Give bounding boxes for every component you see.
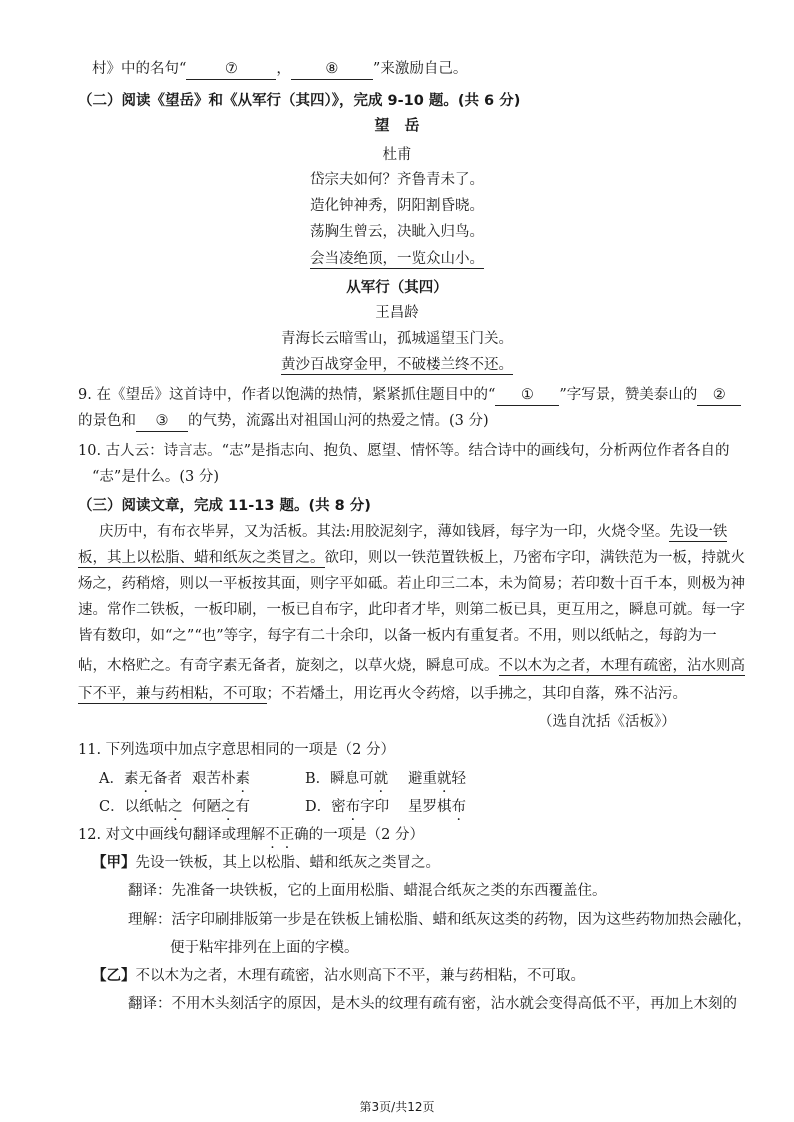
- option-b-word1-pre: 瞬息可: [330, 771, 374, 787]
- passage-line-3: 炀之，药稍熔，则以一平板按其面，则字平如砥。若止印三二本，未为简易；若印数十百千本，则极为神: [78, 576, 745, 592]
- passage-line-5: 皆有数印，如“之”“也”等字，每字有二十余印，以备一板内有重复者。不用，则以纸帖之，每韵为一: [78, 628, 717, 644]
- poem1-line-3: 荡胸生曾云，决眦入归鸟。: [310, 224, 484, 240]
- passage-l7a-underlined: 下不平，兼与药相粘，不可取: [78, 686, 267, 702]
- option-c-word1-pre: 以纸帖: [124, 799, 169, 815]
- q11-option-d-second: [408, 797, 466, 817]
- option-c-word2-post: 有: [235, 799, 250, 815]
- passage-l7b: ；不若燔土，用讫再火令药熔，以手拂之，其印自落，殊不沾污。: [266, 686, 687, 702]
- poem1-line-4-underlined: 会当凌绝顶，一览众山小。: [310, 251, 484, 267]
- passage-l2a-underlined: 板，其上以松脂、蜡和纸灰之类冒之。: [78, 550, 325, 566]
- passage-l6b-underlined: 不以木为之者，木理有疏密，沾水则高: [498, 658, 745, 674]
- option-b-word2-dotted: 就: [437, 771, 452, 787]
- option-c-word2-dotted: 之: [221, 799, 236, 815]
- blank-3[interactable]: ③: [136, 411, 188, 432]
- q10-line-1: 10. 古人云：诗言志。“志”是指志向、抱负、愿望、情怀等。结合诗中的画线句，分析两位作者各自的: [78, 443, 730, 459]
- poem2-line-2: [0, 355, 794, 375]
- q12-jia-understanding-2: 便于粘牢排列在上面的字模。: [170, 940, 359, 956]
- page-footer: 第3页/共12页: [359, 1100, 435, 1114]
- q12-jia-understanding-1: 理解：活字印刷排版第一步是在铁板上铺松脂、蜡和纸灰这类的药物，因为这些药物加热会融化，: [128, 912, 752, 928]
- blank-8[interactable]: ⑧: [291, 59, 373, 80]
- poem1-title: 望 岳: [374, 116, 420, 134]
- q8-comma: ，: [276, 61, 291, 77]
- q11-option-b-second: [408, 769, 466, 789]
- blank-1[interactable]: ①: [495, 385, 559, 406]
- q11-option-c[interactable]: [99, 797, 183, 817]
- q11-option-d[interactable]: [305, 797, 389, 817]
- yi-label: 【乙】: [92, 968, 136, 984]
- option-a-label: A．: [99, 771, 124, 787]
- q11-option-a[interactable]: [99, 769, 182, 789]
- q11-option-a-second: [192, 769, 250, 789]
- option-d-word1-pre: 密: [331, 799, 346, 815]
- section-3-heading: （三）阅读文章，完成 11-13 题。(共 8 分): [78, 498, 371, 514]
- q12-stem-b: 的一项是（2 分）: [308, 827, 425, 843]
- poem1-line-2: 造化钟神秀，阴阳割昏晓。: [310, 198, 484, 214]
- q12-jia: [92, 853, 440, 873]
- poem1-line-4: [0, 249, 794, 269]
- q8-tail-line: [92, 59, 467, 80]
- q11-stem: 11. 下列选项中加点字意思相同的一项是（2 分）: [78, 742, 396, 758]
- option-b-label: B．: [305, 771, 331, 787]
- option-c-word1-dotted: 之: [168, 799, 183, 815]
- option-d-word1-dotted: 布: [345, 799, 361, 815]
- q12-stem-a: 12. 对文中画线句翻译或理解: [78, 827, 266, 843]
- passage-line-7: [78, 684, 687, 704]
- q12-yi-translation: 翻译：不用木头刻活字的原因，是木头的纹理有疏有密，沾水就会变得高低不平，再加上木刻的: [128, 996, 737, 1012]
- blank-2[interactable]: ②: [697, 385, 741, 406]
- q12-jia-translation: 翻译：先准备一块铁板，它的上面用松脂、蜡混合纸灰之类的东西覆盖住。: [128, 883, 607, 899]
- blank-7[interactable]: ⑦: [186, 59, 276, 80]
- option-b-word2-pre: 避重: [408, 771, 437, 787]
- passage-l2b: 欲印，则以一铁范置铁板上，乃密布字印，满铁范为一板，持就火: [324, 550, 745, 566]
- passage-line-2: [78, 548, 745, 568]
- q12-stem-dotted-2: 正: [279, 827, 295, 843]
- passage-line-6: [78, 656, 745, 676]
- option-a-word2-pre: 艰苦朴: [192, 771, 236, 787]
- q11-option-b[interactable]: [305, 769, 388, 789]
- poem1-line-1: 岱宗夫如何？齐鲁青未了。: [310, 172, 484, 188]
- option-a-word1-dotted: 无: [138, 771, 153, 787]
- q9-line-1: [78, 385, 741, 406]
- option-d-label: D．: [305, 799, 332, 815]
- option-c-label: C．: [99, 799, 125, 815]
- option-d-word2-pre: 星罗棋: [408, 799, 452, 815]
- q9-text-a: 9. 在《望岳》这首诗中，作者以饱满的热情，紧紧抓住题目中的“: [78, 387, 496, 403]
- jia-label: 【甲】: [92, 855, 136, 871]
- option-d-word2-dotted: 布: [451, 799, 466, 815]
- poem2-author: 王昌龄: [375, 305, 419, 321]
- q12-stem-dotted-3: 确: [294, 827, 309, 843]
- q8-text-pre: 村》中的名句“: [92, 61, 187, 77]
- option-b-word2-post: 轻: [451, 771, 466, 787]
- q9-text-d: 的气势，流露出对祖国山河的热爱之情。(3 分): [188, 413, 489, 429]
- passage-line-4: 速。常作二铁板，一板印刷，一板已自布字，此印者才毕，则第二板已具，更互用之，瞬息可就。每一字: [78, 602, 745, 618]
- yi-text: 不以木为之者，木理有疏密，沾水则高下不平，兼与药相粘，不可取。: [135, 968, 585, 984]
- q12-stem-dotted-1: 不: [265, 827, 280, 843]
- passage-line-1: [99, 522, 727, 542]
- q9-text-c: 的景色和: [78, 413, 136, 429]
- option-b-word1-dotted: 就: [373, 771, 389, 787]
- section-2-heading: （二）阅读《望岳》和《从军行（其四）》，完成 9-10 题。(共 6 分): [78, 93, 521, 109]
- poem1-author: 杜甫: [382, 147, 412, 163]
- q12-stem: [78, 825, 424, 845]
- option-c-word2-pre: 何陋: [192, 799, 221, 815]
- option-d-word1-post: 字印: [360, 799, 390, 815]
- option-a-word2-dotted: 素: [235, 771, 250, 787]
- passage-source: （选自沈括《活板》）: [538, 714, 676, 730]
- passage-l1b-underlined: 先设一铁: [669, 524, 728, 540]
- q9-text-b: ”字写景，赞美泰山的: [559, 387, 698, 403]
- passage-l6a: 帖，木格贮之。有奇字素无备者，旋刻之，以草火烧，瞬息可成。: [78, 658, 499, 674]
- q9-line-2: [78, 411, 489, 432]
- q10-line-2: “志”是什么。(3 分): [92, 469, 219, 485]
- passage-l1a: 庆历中，有布衣毕昇，又为活板。其法:用胶泥刻字，薄如钱唇，每字为一印，火烧令坚。: [99, 524, 670, 540]
- jia-text: 先设一铁板，其上以松脂、蜡和纸灰之类冒之。: [135, 855, 440, 871]
- q12-yi: [92, 966, 585, 986]
- option-a-word1-post: 备者: [152, 771, 182, 787]
- poem2-line-1: 青海长云暗雪山，孤城遥望玉门关。: [281, 331, 513, 347]
- q8-text-post: ”来激励自己。: [372, 61, 468, 77]
- option-a-word1-pre: 素: [123, 771, 139, 787]
- poem2-title: 从军行（其四）: [346, 280, 448, 296]
- poem2-line-2-underlined: 黄沙百战穿金甲，不破楼兰终不还。: [281, 357, 513, 373]
- q11-option-c-second: [192, 797, 250, 817]
